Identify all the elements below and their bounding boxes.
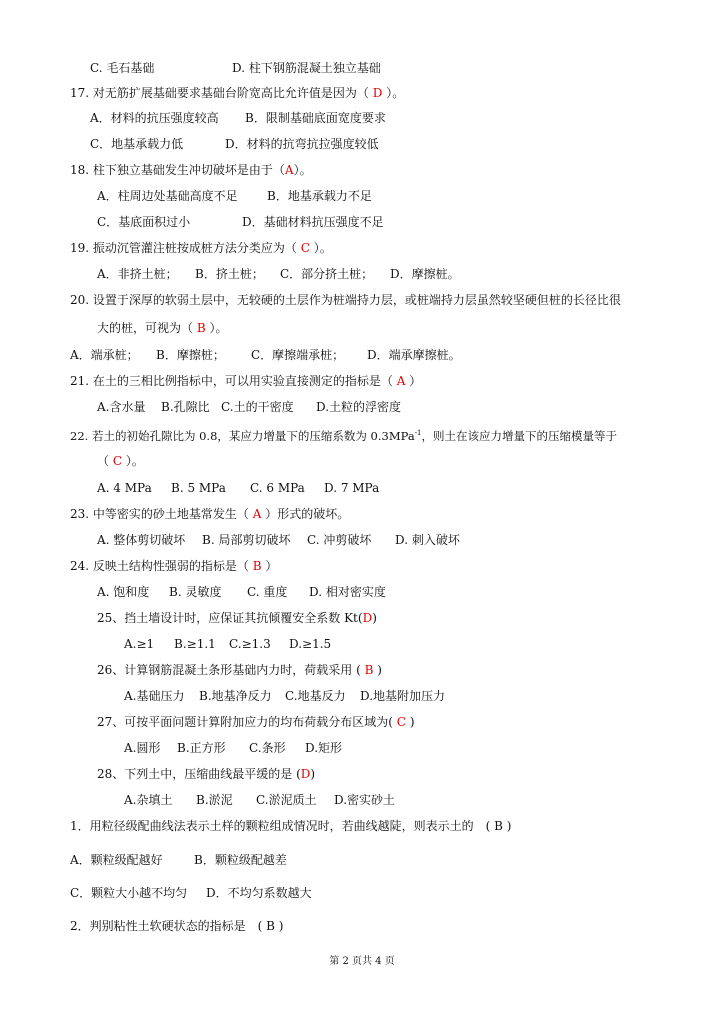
option-d: D．材料的抗弯抗拉强度较低 bbox=[225, 137, 379, 151]
option-d: D. 7 MPa bbox=[324, 481, 380, 495]
option-b: B.淤泥 bbox=[196, 793, 233, 807]
question-17: 17. 对无筋扩展基础要求基础台阶宽高比允许值是因为（ D ）。 bbox=[70, 86, 405, 100]
q22-options bbox=[97, 480, 379, 496]
question-22-line1: 22. 若土的初始孔隙比为 0.8，某应力增量下的压缩系数为 0.3MPa$^{-1}$，则土在该应力增量下的压缩模量等于 bbox=[70, 428, 618, 443]
option-a: A．柱周边处基础高度不足 bbox=[97, 189, 238, 203]
question-19: 19. 振动沉管灌注桩按成桩方法分类应为（ C ）。 bbox=[70, 241, 332, 255]
answer: B bbox=[196, 321, 206, 335]
option-c: C.淤泥质土 bbox=[256, 793, 317, 807]
q25-options bbox=[124, 636, 331, 652]
option-d: D. 柱下钢筋混凝土独立基础 bbox=[232, 61, 381, 75]
answer: B bbox=[252, 559, 262, 573]
option-b: B．地基承载力不足 bbox=[267, 189, 372, 203]
option-b: B．限制基础底面宽度要求 bbox=[245, 111, 386, 125]
option-a: A.含水量 bbox=[97, 400, 146, 414]
answer: D bbox=[372, 86, 383, 100]
question-21: 21. 在土的三相比例指标中，可以用实验直接测定的指标是（ A ） bbox=[70, 374, 422, 388]
question-20-line1: 20. 设置于深厚的软弱土层中，无较硬的土层作为桩端持力层，或桩端持力层虽然较坚硬但桩的长径比很 bbox=[70, 293, 621, 307]
q21-options bbox=[97, 399, 401, 415]
option-c: C. 冲剪破坏 bbox=[307, 533, 372, 547]
option-a: A．材料的抗压强度较高 bbox=[90, 111, 219, 125]
question-26: 26、计算钢筋混凝土条形基础内力时，荷载采用 ( B ) bbox=[97, 663, 382, 677]
q19-options bbox=[97, 266, 460, 282]
option-d: D.密实砂土 bbox=[334, 793, 396, 807]
question-18: 18. 柱下独立基础发生冲切破坏是由于（A）。 bbox=[70, 163, 312, 177]
option-b: B.≥1.1 bbox=[174, 637, 216, 651]
option-c: C．地基承载力低 bbox=[90, 137, 184, 151]
answer: D bbox=[300, 767, 311, 781]
option-a: A．非挤土桩； bbox=[97, 267, 178, 281]
q18-options-ab bbox=[97, 188, 372, 204]
option-c: C.条形 bbox=[249, 741, 286, 755]
option-c: C.地基反力 bbox=[285, 689, 346, 703]
option-d: D. 相对密实度 bbox=[309, 585, 386, 599]
answer: D bbox=[362, 611, 373, 625]
q28-options bbox=[124, 792, 395, 808]
option-d: D．端承摩擦桩。 bbox=[367, 348, 461, 362]
option-c: C. 重度 bbox=[247, 585, 288, 599]
option-b: B．挤土桩； bbox=[195, 267, 264, 281]
option-d: D．摩擦桩。 bbox=[390, 267, 460, 281]
question-1: 1．用粒径级配曲线法表示土样的颗粒组成情况时，若曲线越陡，则表示土的 ( B ) bbox=[70, 819, 512, 833]
option-d: D.地基附加压力 bbox=[360, 689, 446, 703]
option-a: A. 整体剪切破坏 bbox=[97, 533, 186, 547]
option-d: D.矩形 bbox=[305, 741, 343, 755]
option-d: D. 刺入破坏 bbox=[395, 533, 460, 547]
answer: C bbox=[396, 715, 406, 729]
question-20-line2: 大的桩，可视为（ B ）。 bbox=[97, 321, 228, 335]
option-c: C. 毛石基础 bbox=[90, 61, 155, 75]
answer: B bbox=[364, 663, 374, 677]
q20-options bbox=[70, 347, 461, 363]
option-b: B. 局部剪切破坏 bbox=[202, 533, 291, 547]
answer: C bbox=[112, 454, 123, 468]
answer: A bbox=[396, 374, 406, 388]
q1-options-cd bbox=[70, 885, 312, 901]
option-c: C. 6 MPa bbox=[250, 481, 305, 495]
q23-options bbox=[97, 532, 460, 548]
q18-options-cd bbox=[97, 214, 384, 230]
option-c: C.土的干密度 bbox=[221, 400, 294, 414]
answer: C bbox=[300, 241, 310, 255]
q26-options bbox=[124, 688, 445, 704]
option-a: A. 饱和度 bbox=[97, 585, 150, 599]
option-b: B．颗粒级配越差 bbox=[194, 853, 287, 867]
option-a: A.≥1 bbox=[124, 637, 155, 651]
option-a: A.杂填土 bbox=[124, 793, 173, 807]
option-d: D．基础材料抗压强度不足 bbox=[242, 215, 384, 229]
option-c: C.≥1.3 bbox=[229, 637, 271, 651]
option-c: C．部分挤土桩； bbox=[280, 267, 374, 281]
q27-options bbox=[124, 740, 342, 756]
question-2: 2．判别粘性土软硬状态的指标是 ( B ) bbox=[70, 919, 284, 933]
q16-options bbox=[90, 60, 381, 76]
question-28: 28、下列土中，压缩曲线最平缓的是 (D) bbox=[97, 767, 316, 781]
option-a: A.圆形 bbox=[124, 741, 161, 755]
option-c: C．摩擦端承桩； bbox=[251, 348, 345, 362]
question-27: 27、可按平面问题计算附加应力的均布荷载分布区域为( C ) bbox=[97, 715, 415, 729]
option-b: B．摩擦桩； bbox=[156, 348, 225, 362]
option-b: B.正方形 bbox=[177, 741, 226, 755]
option-d: D．不均匀系数越大 bbox=[206, 886, 312, 900]
question-22-line2: （ C ）。 bbox=[97, 454, 144, 468]
answer: A bbox=[252, 507, 262, 521]
q1-options-ab bbox=[70, 852, 287, 868]
option-d: D.≥1.5 bbox=[289, 637, 332, 651]
option-c: C．基底面积过小 bbox=[97, 215, 191, 229]
question-24: 24. 反映土结构性强弱的指标是（ B ） bbox=[70, 559, 278, 573]
option-a: A.基础压力 bbox=[124, 689, 185, 703]
answer: A bbox=[284, 163, 294, 177]
option-a: A．颗粒级配越好 bbox=[70, 853, 163, 867]
option-c: C．颗粒大小越不均匀 bbox=[70, 886, 188, 900]
q17-options-ab bbox=[90, 110, 386, 126]
option-b: B.孔隙比 bbox=[161, 400, 210, 414]
q17-options-cd bbox=[90, 136, 379, 152]
option-b: B. 灵敏度 bbox=[169, 585, 222, 599]
option-d: D.土粒的浮密度 bbox=[316, 400, 402, 414]
option-a: A. 4 MPa bbox=[97, 481, 152, 495]
question-25: 25、挡土墙设计时，应保证其抗倾覆安全系数 Kt(D) bbox=[97, 611, 377, 625]
page-number: 第 2 页共 4 页 bbox=[329, 956, 395, 967]
question-23: 23. 中等密实的砂土地基常发生（ A ）形式的破坏。 bbox=[70, 507, 350, 521]
option-b: B. 5 MPa bbox=[171, 481, 226, 495]
q24-options bbox=[97, 584, 386, 600]
option-a: A．端承桩； bbox=[70, 348, 139, 362]
option-b: B.地基净反力 bbox=[199, 689, 272, 703]
